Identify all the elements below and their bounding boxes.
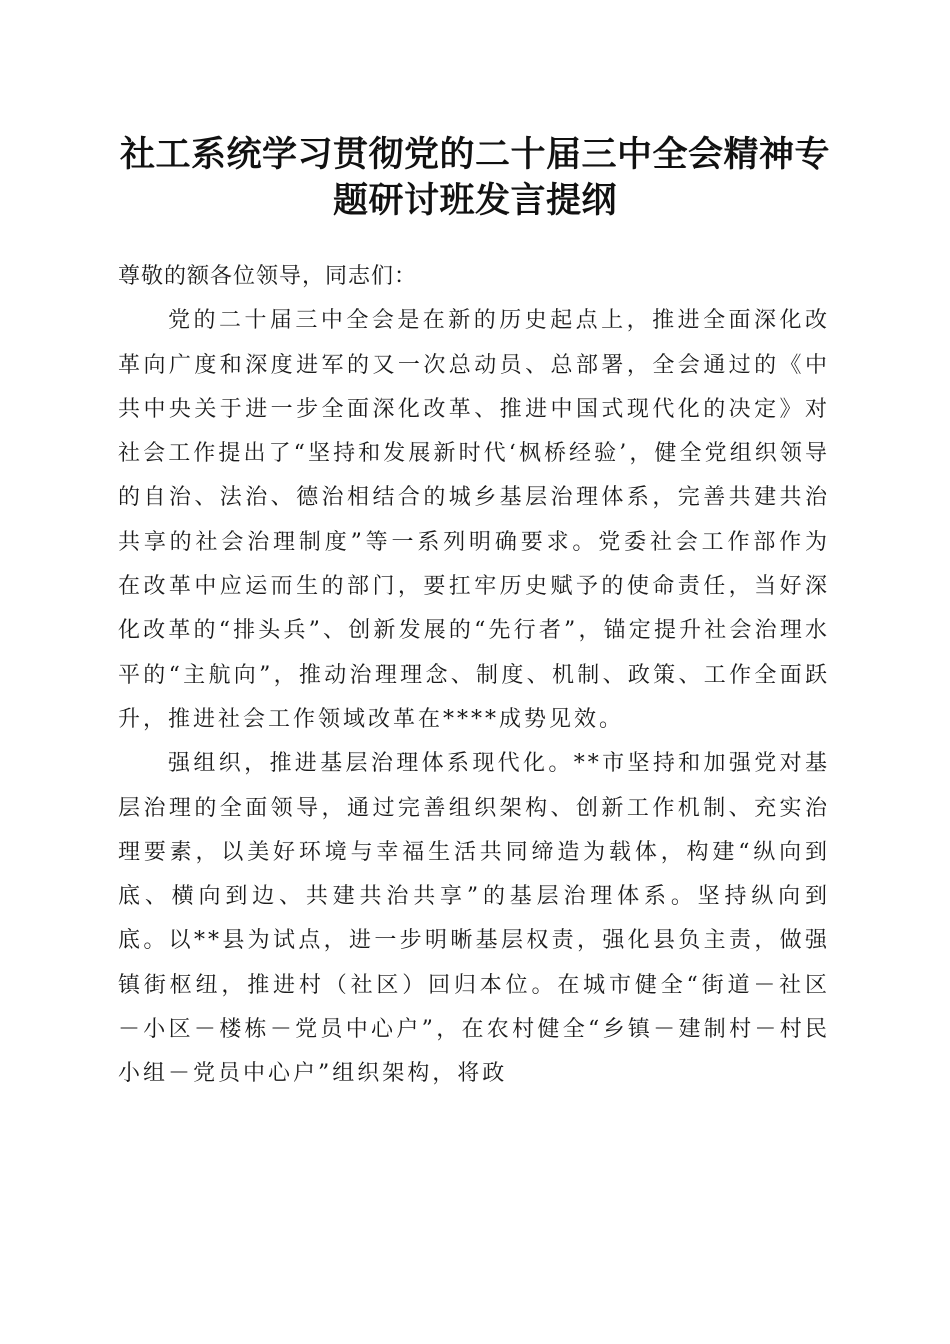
body-paragraph: 强组织，推进基层治理体系现代化。**市坚持和加强党对基层治理的全面领导，通过完善组织架构、创新工作机制、充实治理要素，以美好环境与幸福生活共同缔造为载体，构建“纵向到底、横向到边、共建共治共享”的基层治理体系。坚持纵向到底。以**县为试点，进一步明晰基层权责，强化县负主责，做强镇街枢纽，推进村（社区）回归本位。在城市健全“街道－社区－小区－楼栋－党员中心户”，在农村健全“乡镇－建制村－村民小组－党员中心户”组织架构，将政 [118, 751, 830, 1087]
body-paragraph: 党的二十届三中全会是在新的历史起点上，推进全面深化改革向广度和深度进军的又一次总动员、总部署，全会通过的《中共中央关于进一步全面深化改革、推进中国式现代化的决定》对社会工作提出了“坚持和发展新时代‘枫桥经验’，健全党组织领导的自治、法治、德治相结合的城乡基层治理体系，完善共建共治共享的社会治理制度”等一系列明确要求。党委社会工作部作为在改革中应运而生的部门，要扛牢历史赋予的使命责任，当好深化改革的“排头兵”、创新发展的“先行者”，锚定提升社会治理水平的“主航向”，推动治理理念、制度、机制、政策、工作全面跃升，推进社会工作领域改革在****成势见效。 [118, 308, 830, 732]
document-title: 社工系统学习贯彻党的二十届三中全会精神专题研讨班发言提纲 [119, 134, 830, 221]
salutation: 尊敬的额各位领导，同志们： [118, 264, 418, 289]
document-body [118, 255, 830, 1097]
